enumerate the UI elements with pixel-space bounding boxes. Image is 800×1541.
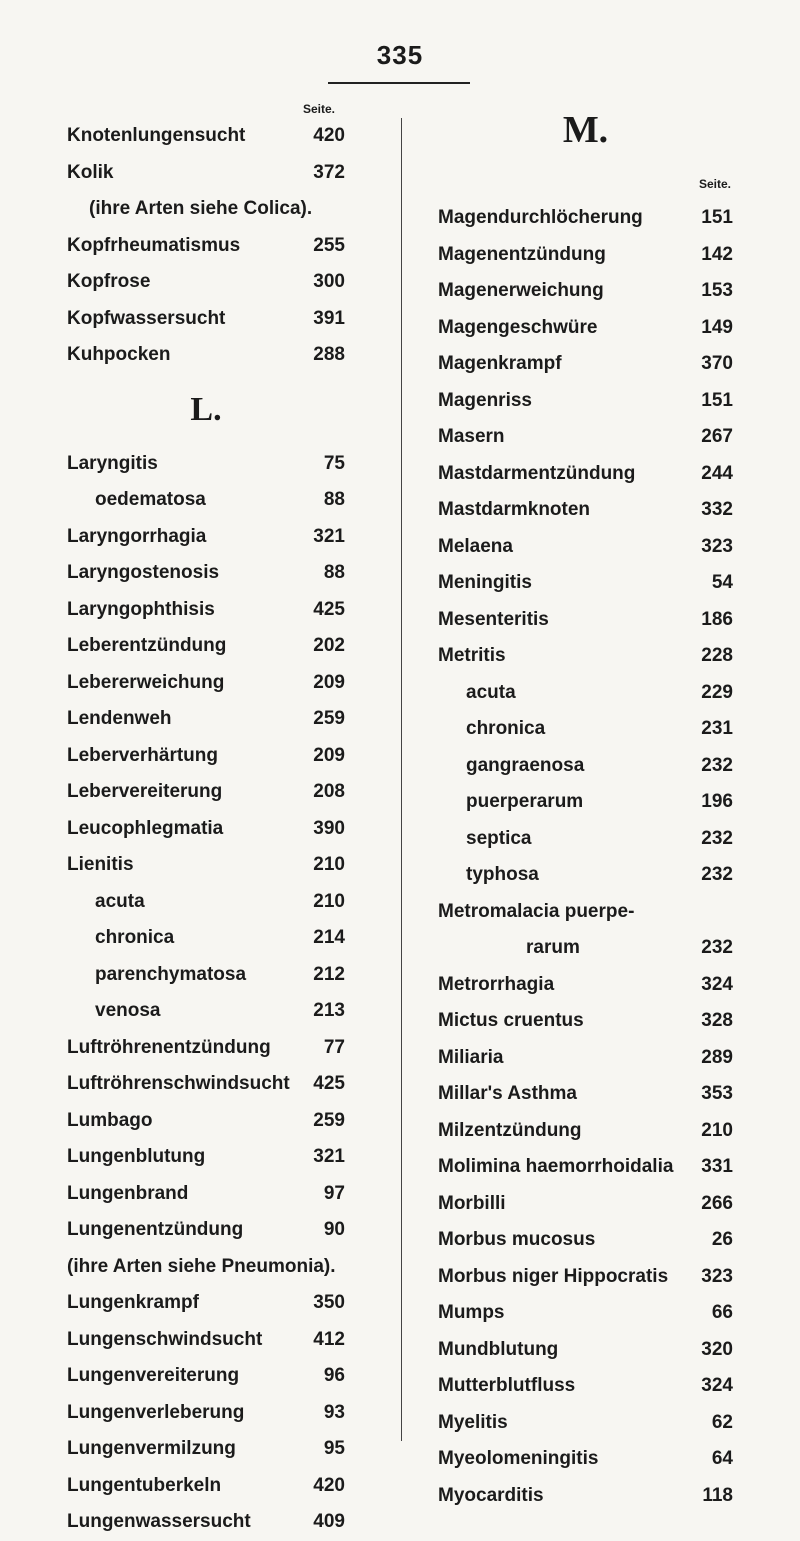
index-entry — [438, 1149, 733, 1186]
entry-page: 288 — [313, 344, 345, 365]
index-entry — [67, 1358, 345, 1395]
entry-term: parenchymatosa — [95, 963, 247, 985]
entry-term: Melaena — [438, 535, 513, 557]
entry-page: 77 — [323, 1036, 345, 1058]
index-entry — [67, 1431, 345, 1468]
entry-page: 372 — [313, 161, 345, 183]
index-entry — [438, 383, 733, 420]
entry-term: Kuhpocken — [67, 344, 171, 365]
entry-page: 323 — [701, 535, 733, 557]
entry-page: 95 — [323, 1438, 345, 1459]
index-entry — [438, 1368, 733, 1405]
entry-term: Millar's Asthma — [438, 1083, 577, 1104]
entry-term: Masern — [438, 426, 505, 447]
entry-page: 324 — [701, 1375, 733, 1396]
entry-page: 209 — [313, 671, 345, 693]
entry-term: Lungenschwindsucht — [67, 1328, 263, 1350]
index-entry — [67, 264, 345, 301]
entry-page: 229 — [701, 681, 733, 703]
entry-page: 266 — [701, 1192, 733, 1214]
entry-term: Knotenlungensucht — [67, 125, 246, 146]
entry-page: 231 — [701, 718, 733, 739]
entry-page: 323 — [701, 1265, 733, 1287]
index-entry — [438, 1259, 733, 1296]
index-entry — [67, 738, 345, 775]
entry-term: Lungenvereiterung — [67, 1365, 240, 1386]
index-entry — [438, 273, 733, 310]
entry-page: 332 — [701, 499, 733, 520]
entry-term: Miliaria — [438, 1046, 504, 1068]
entry-term: Metritis — [438, 645, 506, 666]
index-entry — [438, 821, 733, 858]
top-rule — [328, 82, 470, 84]
entry-term: Kopfrheumatismus — [67, 234, 241, 256]
index-entry — [438, 310, 733, 347]
index-entry — [438, 784, 733, 821]
entry-page: 64 — [711, 1448, 733, 1469]
index-entry — [438, 1186, 733, 1223]
section-letter: L. — [190, 390, 222, 428]
index-entry — [67, 337, 345, 374]
entry-term: Myeolomeningitis — [438, 1448, 599, 1469]
entry-term: Laryngorrhagia — [67, 525, 207, 547]
entry-term: gangraenosa — [466, 754, 585, 776]
index-entry — [67, 1249, 345, 1286]
seite-label: Seite. — [698, 177, 731, 191]
entry-page: 210 — [313, 854, 345, 875]
entry-term: Metrorrhagia — [438, 973, 555, 995]
entry-page: 259 — [313, 1109, 345, 1131]
index-entry — [67, 1468, 345, 1505]
entry-page: 142 — [701, 243, 733, 265]
index-entry — [67, 1103, 345, 1140]
index-entry — [438, 857, 733, 894]
entry-page: 412 — [313, 1328, 345, 1350]
index-entry — [67, 1176, 345, 1213]
entry-term: rarum — [526, 937, 580, 958]
entry-page: 370 — [701, 353, 733, 374]
entry-page: 420 — [313, 1474, 345, 1496]
section-letter: M. — [562, 109, 609, 151]
right-column — [438, 100, 733, 1514]
index-entry — [438, 638, 733, 675]
index-entry — [67, 665, 345, 702]
entry-term: Kopfwassersucht — [67, 307, 226, 329]
entry-page: 353 — [701, 1083, 733, 1104]
entry-page: 324 — [701, 973, 733, 995]
index-entry — [67, 811, 345, 848]
entry-page: 350 — [313, 1292, 345, 1313]
entry-term: Milzentzündung — [438, 1119, 582, 1141]
index-entry — [438, 1222, 733, 1259]
entry-page: 153 — [701, 280, 733, 301]
entry-page: 88 — [323, 489, 345, 510]
entry-term: Myocarditis — [438, 1484, 544, 1506]
index-entry — [67, 301, 345, 338]
entry-term: Laryngophthisis — [67, 598, 215, 620]
entry-term: Molimina haemorrhoidalia — [438, 1156, 674, 1177]
entry-term: (ihre Arten siehe Colica). — [89, 198, 313, 219]
entry-term: venosa — [95, 1000, 161, 1021]
entry-term: oedematosa — [95, 489, 206, 510]
entry-page: 93 — [323, 1401, 345, 1423]
index-entry — [438, 565, 733, 602]
entry-page: 26 — [711, 1229, 733, 1250]
entry-term: Lungenwassersucht — [67, 1511, 251, 1532]
index-entry — [438, 237, 733, 274]
entry-term: Myelitis — [438, 1411, 508, 1433]
entry-term: Leberverhärtung — [67, 744, 218, 766]
index-entry — [438, 1076, 733, 1113]
entry-term: Leucophlegmatia — [67, 817, 224, 839]
index-entry — [438, 602, 733, 639]
section-header — [67, 374, 345, 446]
entry-page: 232 — [701, 937, 733, 958]
index-entry — [67, 482, 345, 519]
index-entry — [67, 555, 345, 592]
index-entry — [67, 1322, 345, 1359]
entry-term: Lienitis — [67, 854, 134, 875]
entry-term: Mesenteritis — [438, 608, 549, 630]
entry-term: Morbus mucosus — [438, 1229, 596, 1250]
index-entry — [67, 884, 345, 921]
entry-page: 232 — [701, 827, 733, 849]
entry-page: 409 — [313, 1511, 345, 1532]
column-divider — [401, 118, 402, 1441]
index-entry — [67, 1285, 345, 1322]
entry-term: Magendurchlöcherung — [438, 207, 643, 228]
entry-page: 321 — [313, 1146, 345, 1167]
entry-page: 228 — [701, 645, 733, 666]
index-entry — [67, 957, 345, 994]
index-entry — [438, 1441, 733, 1478]
entry-term: Laryngitis — [67, 452, 158, 474]
index-entry — [67, 519, 345, 556]
seite-label-row — [438, 164, 733, 200]
index-entry — [438, 529, 733, 566]
index-entry — [67, 228, 345, 265]
entry-term: chronica — [466, 718, 546, 739]
entry-page: 210 — [313, 890, 345, 912]
entry-term: Magenentzündung — [438, 243, 606, 265]
entry-term: Meningitis — [438, 572, 532, 593]
entry-page: 214 — [313, 927, 345, 948]
section-header — [438, 100, 733, 164]
index-entry — [67, 628, 345, 665]
index-entry — [67, 155, 345, 192]
entry-page: 259 — [313, 708, 345, 729]
entry-page: 244 — [701, 462, 733, 484]
entry-page: 425 — [313, 598, 345, 620]
index-entry — [67, 701, 345, 738]
entry-page: 320 — [701, 1338, 733, 1360]
index-entry — [438, 967, 733, 1004]
index-entry — [438, 1405, 733, 1442]
entry-page: 202 — [313, 635, 345, 656]
entry-term: Mastdarmentzündung — [438, 462, 636, 484]
entry-term: Kopfrose — [67, 271, 151, 292]
index-entry — [67, 592, 345, 629]
entry-page: 54 — [711, 572, 733, 593]
entry-term: Lendenweh — [67, 708, 172, 729]
entry-page: 420 — [313, 125, 345, 146]
index-entry — [438, 492, 733, 529]
entry-page: 149 — [701, 316, 733, 338]
entry-term: Magenerweichung — [438, 280, 604, 301]
entry-term: Lungenvermilzung — [67, 1438, 236, 1459]
index-entry — [67, 774, 345, 811]
entry-page: 62 — [711, 1411, 733, 1433]
entry-page: 210 — [701, 1119, 733, 1141]
index-entry — [67, 993, 345, 1030]
entry-term: Leberentzündung — [67, 635, 227, 656]
entry-term: Morbus niger Hippocratis — [438, 1265, 669, 1287]
entry-term: Laryngostenosis — [67, 562, 220, 583]
entry-term: Lungenentzündung — [67, 1219, 244, 1240]
index-entry — [438, 675, 733, 712]
entry-page: 425 — [313, 1073, 345, 1094]
index-entry — [438, 1332, 733, 1369]
entry-term: Lungenbrand — [67, 1182, 189, 1204]
entry-page: 196 — [701, 791, 733, 812]
index-entry — [438, 1295, 733, 1332]
entry-page: 213 — [313, 1000, 345, 1021]
entry-term: Mumps — [438, 1302, 505, 1323]
index-entry — [438, 748, 733, 785]
entry-page: 289 — [701, 1046, 733, 1068]
seite-label-row — [67, 100, 345, 118]
index-entry — [67, 1395, 345, 1432]
entry-page: 390 — [313, 817, 345, 839]
entry-page: 88 — [323, 562, 345, 583]
entry-page: 96 — [323, 1365, 345, 1386]
seite-label: Seite. — [302, 102, 335, 116]
entry-page: 118 — [702, 1484, 733, 1506]
entry-page: 212 — [313, 963, 345, 985]
entry-page: 97 — [323, 1182, 345, 1204]
index-entry — [438, 346, 733, 383]
index-entry — [438, 930, 733, 967]
index-entry — [67, 118, 345, 155]
entry-page: 328 — [701, 1010, 733, 1031]
entry-term: Magenriss — [438, 389, 532, 411]
entry-page: 255 — [313, 234, 345, 256]
entry-page: 151 — [701, 389, 733, 411]
entry-term: Mundblutung — [438, 1338, 559, 1360]
entry-term: Luftröhrenschwindsucht — [67, 1073, 290, 1094]
index-entry — [438, 711, 733, 748]
entry-page: 186 — [701, 608, 733, 630]
index-entry — [438, 1040, 733, 1077]
entry-term: Lungenverleberung — [67, 1401, 245, 1423]
entry-page: 232 — [701, 754, 733, 776]
entry-term: acuta — [466, 681, 516, 703]
entry-term: Lungentuberkeln — [67, 1474, 222, 1496]
entry-term: Metromalacia puerpe- — [438, 900, 635, 922]
entry-page: 300 — [313, 271, 345, 292]
entry-term: Mutterblutfluss — [438, 1375, 576, 1396]
index-entry — [438, 894, 733, 931]
left-column — [67, 100, 345, 1541]
entry-term: Lungenblutung — [67, 1146, 206, 1167]
entry-page: 90 — [323, 1219, 345, 1240]
entry-page: 209 — [313, 744, 345, 766]
index-entry — [67, 1030, 345, 1067]
index-entry — [67, 1504, 345, 1541]
index-entry — [67, 1066, 345, 1103]
entry-term: typhosa — [466, 864, 539, 885]
entry-term: Mastdarmknoten — [438, 499, 591, 520]
entry-term: septica — [466, 827, 532, 849]
entry-term: Luftröhrenentzündung — [67, 1036, 271, 1058]
index-entry — [67, 847, 345, 884]
entry-term: puerperarum — [466, 791, 584, 812]
entry-term: acuta — [95, 890, 145, 912]
index-entry — [438, 1003, 733, 1040]
index-entry — [67, 1139, 345, 1176]
entry-term: Magengeschwüre — [438, 316, 598, 338]
entry-term: Morbilli — [438, 1192, 506, 1214]
entry-term: Lungenkrampf — [67, 1292, 199, 1313]
index-entry — [438, 456, 733, 493]
index-entry — [67, 920, 345, 957]
entry-page: 208 — [313, 781, 345, 802]
entry-page: 75 — [323, 452, 345, 474]
entry-page: 66 — [711, 1302, 733, 1323]
entry-term: (ihre Arten siehe Pneumonia). — [67, 1255, 336, 1277]
entry-term: Magenkrampf — [438, 353, 562, 374]
entry-page: 331 — [701, 1156, 733, 1177]
index-entry — [438, 200, 733, 237]
index-entry — [438, 1113, 733, 1150]
entry-page: 151 — [701, 207, 733, 228]
entry-page: 267 — [701, 426, 733, 447]
entry-term: Lebervereiterung — [67, 781, 223, 802]
entry-term: chronica — [95, 927, 175, 948]
page-number: 335 — [376, 40, 424, 70]
index-entry — [67, 1212, 345, 1249]
entry-page: 232 — [701, 864, 733, 885]
entry-term: Mictus cruentus — [438, 1010, 584, 1031]
index-entry — [438, 1478, 733, 1515]
index-entry — [438, 419, 733, 456]
entry-term: Kolik — [67, 161, 114, 183]
entry-page: 321 — [313, 525, 345, 547]
entry-page: 391 — [313, 307, 345, 329]
entry-term: Lebererweichung — [67, 671, 225, 693]
entry-term: Lumbago — [67, 1109, 153, 1131]
index-entry — [67, 446, 345, 483]
index-entry — [67, 191, 345, 228]
